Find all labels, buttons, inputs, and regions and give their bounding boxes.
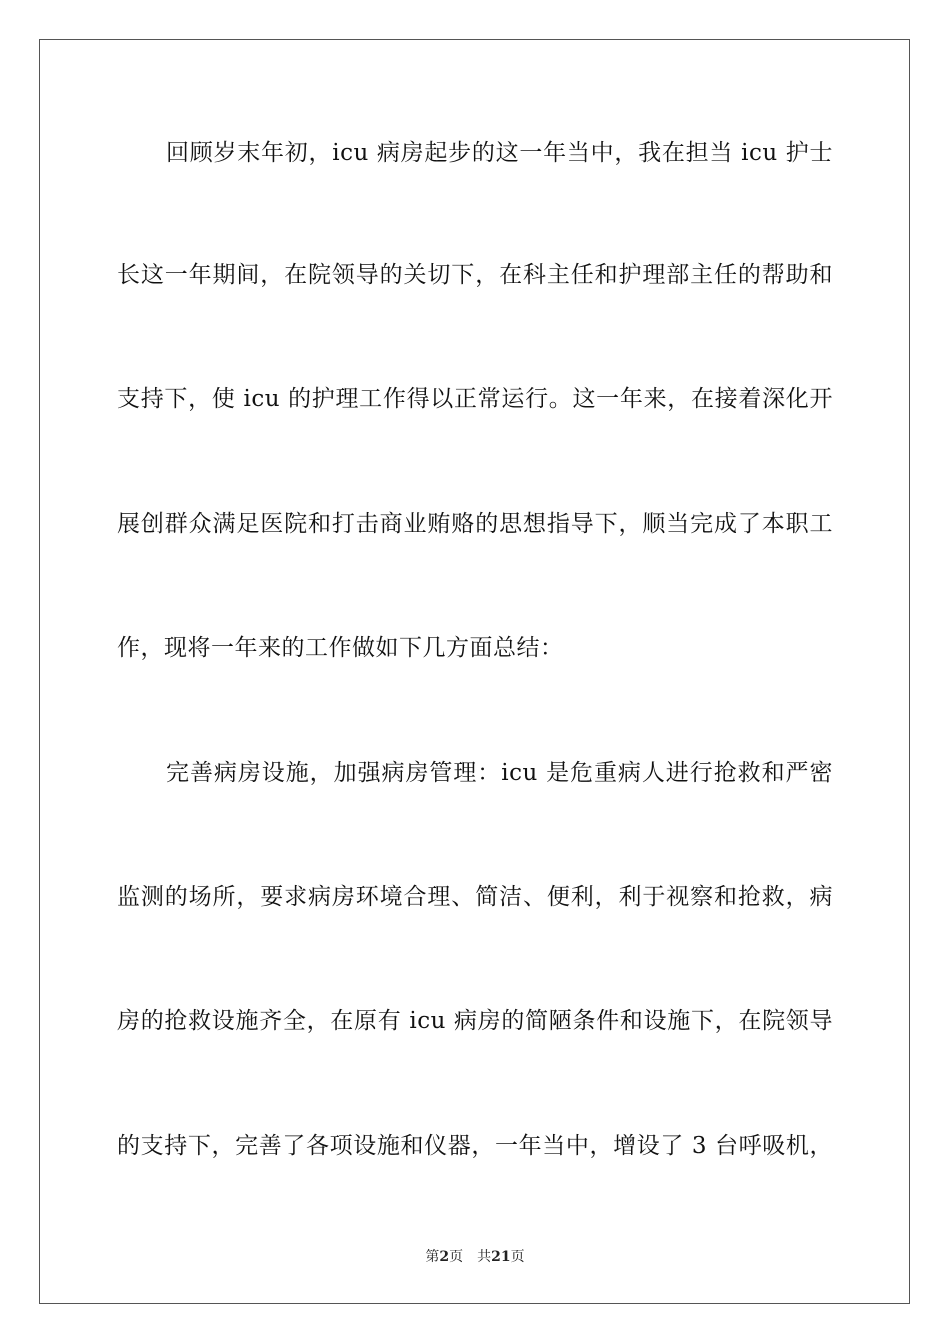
paragraph-1-line-5: 作，现将一年来的工作做如下几方面总结： xyxy=(117,635,564,661)
paragraph-1-line-2: 长这一年期间，在院领导的关切下，在科主任和护理部主任的帮助和 xyxy=(117,262,833,288)
paragraph-1-line-3: 支持下，使 icu 的护理工作得以正常运行。这一年来，在接着深化开 xyxy=(117,386,833,412)
paragraph-2-line-1: 完善病房设施，加强病房管理：icu 是危重病人进行抢救和严密 xyxy=(166,760,833,786)
paragraph-1-line-1: 回顾岁末年初，icu 病房起步的这一年当中，我在担当 icu 护士 xyxy=(166,140,833,166)
page-suffix: 页 xyxy=(449,1249,464,1265)
paragraph-2-line-2: 监测的场所，要求病房环境合理、简洁、便利，利于视察和抢救，病 xyxy=(117,884,833,910)
paragraph-1-line-4: 展创群众满足医院和打击商业贿赂的思想指导下，顺当完成了本职工 xyxy=(117,511,833,537)
total-prefix: 共 xyxy=(477,1249,492,1265)
page-prefix: 第 xyxy=(425,1249,440,1265)
paragraph-2-line-4: 的支持下，完善了各项设施和仪器，一年当中，增设了 3 台呼吸机， xyxy=(117,1133,833,1159)
page-footer xyxy=(0,1248,950,1266)
total-pages: 21 xyxy=(491,1249,511,1265)
page-border xyxy=(39,39,910,1304)
total-suffix: 页 xyxy=(510,1249,525,1265)
page-number: 2 xyxy=(439,1249,450,1265)
paragraph-2-line-3: 房的抢救设施齐全，在原有 icu 病房的简陋条件和设施下，在院领导 xyxy=(117,1008,833,1034)
